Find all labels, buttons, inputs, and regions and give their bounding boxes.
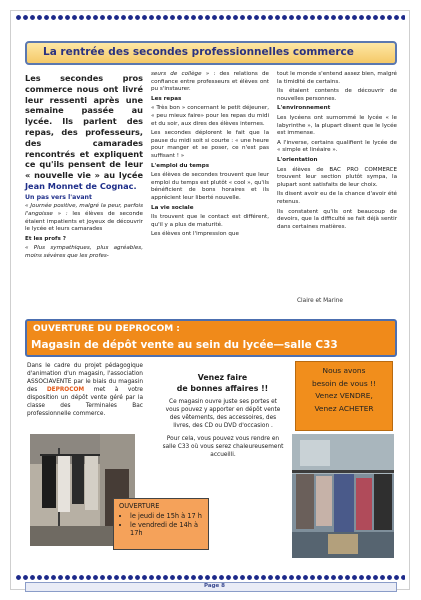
col2-repas-text: « Très bon » concernant le petit déjeuner, « peu mieux faire» pour les repas du midi et du soir, aux dires des élèves internes. (151, 105, 269, 127)
col2-emploi-text: Les élèves de secondes trouvent que leur emploi du temps est plutôt « cool », qu'ils bénéficient de bons horaires et ils apprécient leur liberté nouvelle. (151, 172, 269, 201)
article1-signature: Claire et Marine (297, 298, 343, 304)
col1-paragraph-1 (25, 203, 143, 233)
article1-lead (25, 73, 143, 192)
page-footer (25, 582, 397, 592)
col1-profs-heading: Et les profs ? (25, 235, 66, 242)
cta-line-2: besoin de vous !! (312, 378, 376, 388)
middle-paragraph-2: Pour cela, vous pouvez vous rendre en salle C33 où vous serez chaleureusement accueilli. (162, 436, 284, 458)
article2-title-line2: Magasin de dépôt vente au sein du lycée—salle C33 (31, 339, 338, 351)
col3-orient-text2: Ils disent avoir eu de la chance d'avoir été retenus. (277, 191, 397, 205)
top-dotted-border (15, 14, 405, 21)
middle-paragraph-1: Ce magasin ouvre juste ses portes et vous pouvez y apporter en dépôt vente des vêtements, des accessoires, des livres, des CD ou DVD d'occasion . (165, 399, 281, 429)
col2-vie-text: Ils trouvent que le contact est différent, qu'il y a plus de maturité. (151, 214, 269, 228)
col1-heading: Un pas vers l'avant (25, 193, 92, 201)
article1-header (25, 41, 397, 65)
opening-title: OUVERTURE (119, 502, 160, 510)
col2-vie-heading: La vie sociale (151, 204, 194, 211)
col2-vie-text2: Les élèves ont l'impression que (151, 231, 239, 238)
article1-column-3 (277, 71, 397, 233)
col2-quote: seurs de collège » (151, 71, 210, 77)
cta-line-3: Venez VENDRE, (315, 391, 373, 400)
newsletter-page (10, 10, 410, 590)
intro-text-1: Dans le cadre du projet pédagogique d'animation d'un magasin, l'association ASSOCIAVENTE par le biais du magasin des (27, 363, 143, 393)
opening-hours-item: • le jeudi de 15h à 17 h (130, 512, 203, 520)
col3-env-text: Les lycéens ont surnommé le lycée « le labyrinthe », la plupart disent que le lycée est immense. (277, 114, 397, 137)
deprocom-name: DEPROCOM (46, 387, 85, 393)
opening-hours-list (119, 512, 203, 537)
col2-emploi-heading: L'emploi du temps (151, 162, 210, 169)
col3-env-text2: A l'inverse, certains qualifient le lycée de « simple et linéaire ». (277, 139, 397, 154)
col2-paragraph-1 (151, 71, 269, 94)
lead-text: Les secondes pros commerce nous ont livré leur ressenti après une semaine passée au lycée. Ils parlent des repas, des professeurs, des camarades rencontrés et expliquent ce qu'ils pensent de leur « nouvelle vie » au lycée (25, 73, 143, 181)
opening-hours-note (113, 498, 209, 550)
cta-line-4: Venez ACHETER (314, 403, 374, 413)
cta-line-1: Nous avons (322, 366, 366, 375)
article2-middle-text (162, 398, 284, 464)
page-number: Page 8 (204, 583, 226, 589)
col3-env-heading: L'environnement (277, 105, 331, 112)
col3-orient-text3: Ils constatent qu'ils ont beaucoup de devoirs, que la difficulté se fait déjà sentir dans certaines matières. (277, 208, 397, 230)
article1-title: La rentrée des secondes professionnelles commerce (43, 46, 354, 58)
venez-line-1: Venez faire (197, 373, 248, 382)
col2-text: : des relations de confiance entre professeurs et élèves ont pu s'instaurer. (151, 71, 269, 93)
col1-text: les élèves de seconde étaient impatients et joyeux de découvrir le lycée et leurs camarades (25, 210, 143, 233)
article1-column-2 (151, 71, 269, 241)
article2-header (25, 319, 397, 357)
article2-title-line1: OUVERTURE DU DEPROCOM : (33, 324, 180, 334)
intro-text-2: met à votre disposition un dépôt vente géré par la classe des Terminales Bac professionnelle commerce. (27, 387, 143, 417)
store-photo-interior (292, 434, 394, 558)
article1-column-1 (25, 73, 143, 263)
bargains-callout (165, 372, 280, 394)
col2-repas-heading: Les repas (151, 95, 182, 102)
col3-orient-text: Les élèves de BAC PRO COMMERCE trouvent leur section plutôt sympa, la plupart sont satisfaits de leur choix. (277, 166, 397, 188)
col3-orient-heading: L'orientation (277, 156, 318, 163)
venez-line-2: de bonnes affaires !! (176, 384, 269, 393)
col3-paragraph-1: tout le monde s'entend assez bien, malgré la timidité de certains. (277, 71, 397, 85)
article2-intro (27, 362, 143, 418)
col1-profs-quote: « Plus sympathiques, plus agréables, moins sévères que les profes- (25, 245, 143, 259)
call-to-action-box (295, 361, 393, 431)
opening-hours-item: • le vendredi de 14h à 17h (130, 521, 203, 538)
store-interior-image (292, 434, 394, 558)
school-name: Jean Monnet de Cognac. (25, 180, 137, 191)
col1-quote: « Journée positive, malgré la peur, parfois l'angoisse » : (25, 203, 143, 217)
col2-pause-text: Les secondes déplorent le fait que la pause du midi soit si courte : « une heure pour manger et se poser, ce n'est pas suffisant ! » (151, 130, 269, 159)
bottom-dotted-border (15, 574, 405, 581)
article2-left-text (27, 362, 143, 420)
col3-paragraph-2: Ils étaient contents de découvrir de nouvelles personnes. (277, 88, 397, 102)
